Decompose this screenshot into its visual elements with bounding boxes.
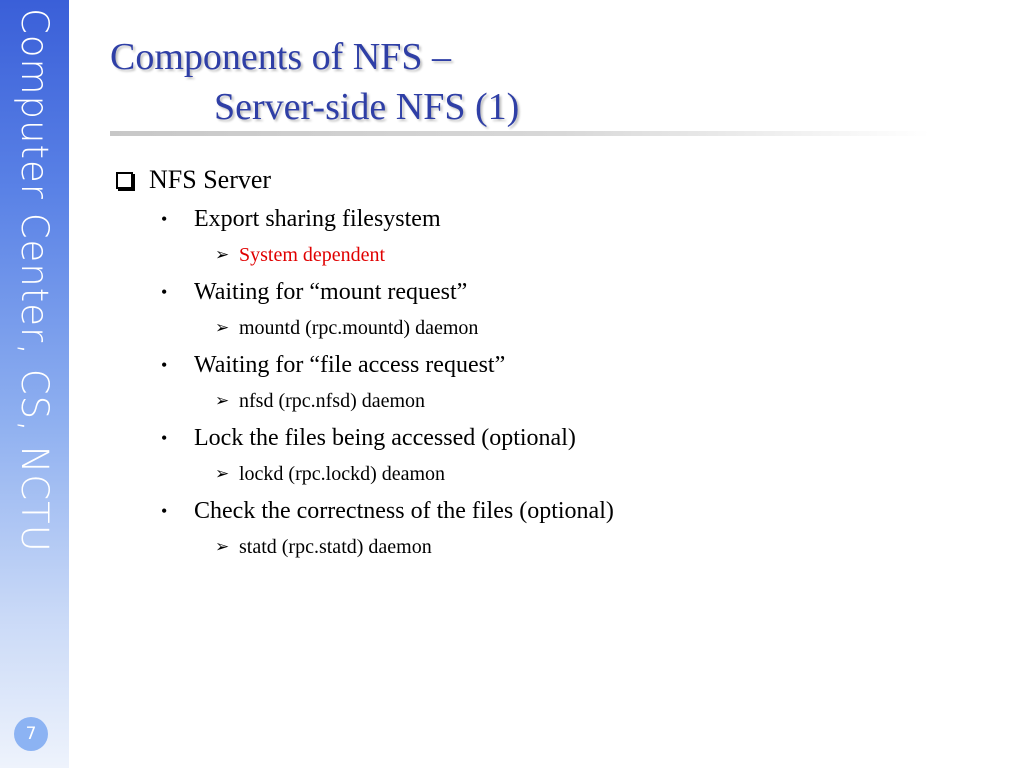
arrow-bullet-icon: ➢ — [215, 318, 230, 338]
sidebar-org-label: Computer Center, CS, NCTU — [13, 8, 56, 553]
heading-label: NFS Server — [149, 165, 272, 194]
bullet-label: Lock the files being accessed (optional) — [194, 425, 576, 451]
bullet-label: Export sharing filesystem — [194, 206, 441, 232]
arrow-bullet-icon: ➢ — [215, 391, 230, 411]
square-bullet-icon — [116, 172, 133, 189]
dot-bullet-icon: • — [161, 282, 168, 302]
sub-bullet-label: mountd (rpc.mountd) daemon — [239, 317, 479, 339]
dot-bullet-icon: • — [161, 501, 168, 521]
bullet-item — [112, 200, 972, 238]
bullet-item — [112, 346, 972, 384]
sub-bullet-label: statd (rpc.statd) daemon — [239, 536, 432, 558]
page-number-badge: 7 — [14, 717, 48, 751]
sub-bullet-item — [112, 238, 972, 273]
arrow-bullet-icon: ➢ — [215, 537, 230, 557]
title-divider — [110, 131, 930, 136]
title-line-1: Components of NFS – — [110, 36, 451, 78]
dot-bullet-icon: • — [161, 355, 168, 375]
bullet-item — [112, 419, 972, 457]
bullet-label: Waiting for “file access request” — [194, 352, 506, 378]
sub-bullet-label: lockd (rpc.lockd) deamon — [239, 463, 446, 485]
bullet-label: Check the correctness of the files (optional) — [194, 498, 614, 524]
arrow-bullet-icon: ➢ — [215, 464, 230, 484]
bullet-item — [112, 492, 972, 530]
sub-bullet-label: nfsd (rpc.nfsd) daemon — [239, 390, 426, 412]
content-area — [112, 160, 972, 565]
title-line-2: Server-side NFS (1) — [214, 86, 520, 128]
sub-bullet-item — [112, 384, 972, 419]
sub-bullet-item — [112, 457, 972, 492]
sub-bullet-label: System dependent — [239, 244, 386, 266]
arrow-bullet-icon: ➢ — [215, 245, 230, 265]
sub-bullet-item — [112, 311, 972, 346]
bullet-label: Waiting for “mount request” — [194, 279, 468, 305]
sub-bullet-item — [112, 530, 972, 565]
heading-item — [112, 160, 972, 200]
dot-bullet-icon: • — [161, 428, 168, 448]
sidebar — [0, 0, 69, 768]
bullet-item — [112, 273, 972, 311]
dot-bullet-icon: • — [161, 209, 168, 229]
slide-title — [110, 32, 810, 132]
